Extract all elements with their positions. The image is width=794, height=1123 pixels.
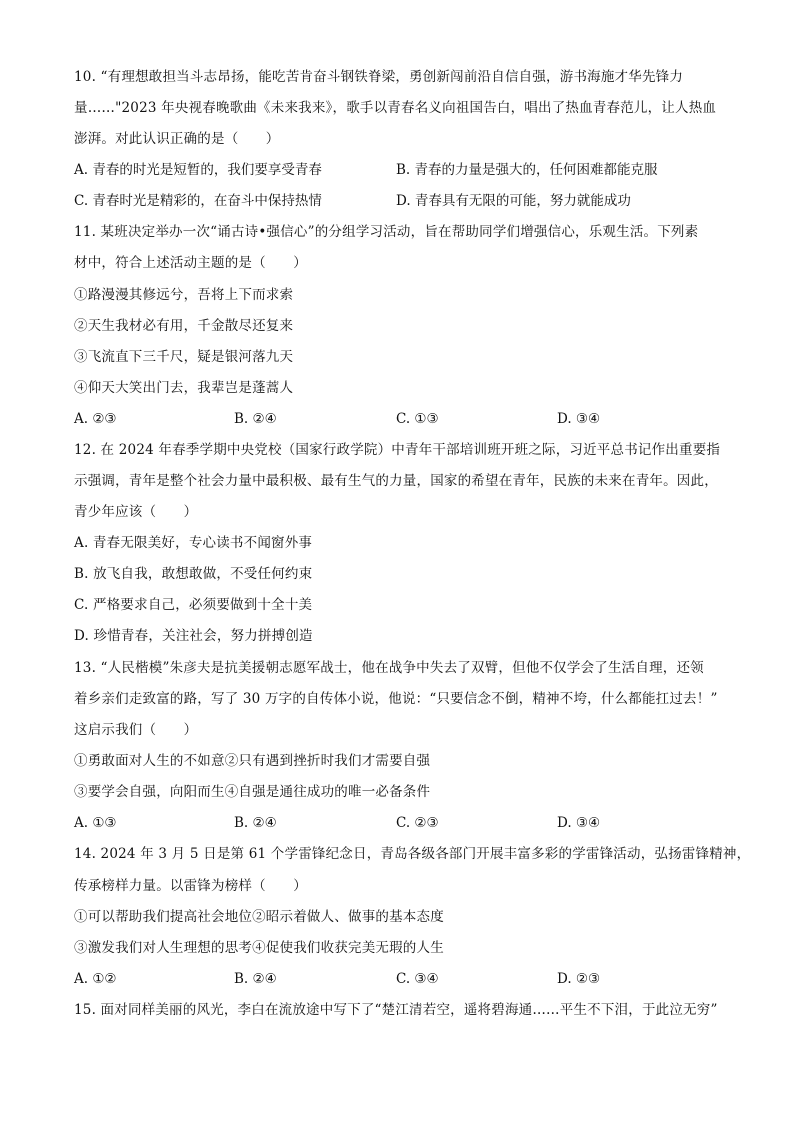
q15-line-1: 15. 面对同样美丽的风光，李白在流放途中写下了“楚江清若空，遥将碧海通……平生不下泪，于此泣无穷” (74, 1002, 718, 1018)
q14-option-c: C. ③④ (396, 971, 439, 987)
q14-items-2: ③激发我们对人生理想的思考④促使我们收获完美无瑕的人生 (74, 940, 444, 956)
q14-option-d: D. ②③ (557, 971, 601, 987)
q14-line-2: 传承榜样力量。以雷锋为榜样（ ） (74, 878, 307, 894)
q13-option-d: D. ③④ (557, 815, 601, 831)
q12-line-1: 12. 在 2024 年春季学期中央党校（国家行政学院）中青年干部培训班开班之际，习近平总书记作出重要指 (74, 442, 721, 458)
q13-line-1: 13. “人民楷模”朱彦夫是抗美援朝志愿军战士，他在战争中失去了双臂，但他不仅学会了生活自理，还领 (74, 660, 704, 676)
q11-item-1: ①路漫漫其修远兮，吾将上下而求索 (74, 287, 294, 303)
q13-option-a: A. ①③ (74, 815, 117, 831)
q10-line-2: 量……"2023 年央视春晚歌曲《未来我来》，歌手以青春名义向祖国告白，唱出了热血青春范儿，让人热血 (74, 100, 717, 116)
q10-option-c: C. 青春时光是精彩的，在奋斗中保持热情 (74, 193, 322, 209)
q11-line-1: 11. 某班决定举办一次“诵古诗•强信心”的分组学习活动，旨在帮助同学们增强信心，乐观生活。下列素 (74, 224, 699, 240)
q10-line-3: 澎湃。对此认识正确的是（ ） (74, 131, 280, 147)
q11-item-4: ④仰天大笑出门去，我辈岂是蓬蒿人 (74, 380, 294, 396)
q10-option-d: D. 青春具有无限的可能，努力就能成功 (396, 193, 631, 209)
q10-option-a: A. 青春的时光是短暂的，我们要享受青春 (74, 162, 322, 178)
q13-line-3: 这启示我们（ ） (74, 722, 198, 738)
q13-line-2: 着乡亲们走致富的路，写了 30 万字的自传体小说，他说：“只要信念不倒，精神不垮，什么都能扛过去！” (74, 691, 718, 707)
q12-option-d: D. 珍惜青春，关注社会，努力拼搏创造 (74, 628, 313, 644)
q10-option-b: B. 青春的力量是强大的，任何困难都能克服 (396, 162, 658, 178)
q12-option-a: A. 青春无限美好，专心读书不闻窗外事 (74, 535, 313, 551)
q11-item-3: ③飞流直下三千尺，疑是银河落九天 (74, 349, 294, 365)
q14-option-a: A. ①② (74, 971, 117, 987)
q12-line-2: 示强调，青年是整个社会力量中最积极、最有生气的力量，国家的希望在青年，民族的未来在青年。因此， (74, 473, 718, 489)
q13-items-2: ③要学会自强，向阳而生④自强是通往成功的唯一必备条件 (74, 784, 431, 800)
q12-line-3: 青少年应该（ ） (74, 504, 198, 520)
q14-option-b: B. ②④ (234, 971, 277, 987)
q11-item-2: ②天生我材必有用，千金散尽还复来 (74, 318, 294, 334)
q11-option-d: D. ③④ (557, 411, 601, 427)
q14-line-1: 14. 2024 年 3 月 5 日是第 61 个学雷锋纪念日，青岛各级各部门开展丰富多彩的学雷锋活动，弘扬雷锋精神， (74, 846, 751, 862)
q11-option-a: A. ②③ (74, 411, 117, 427)
q13-option-c: C. ②③ (396, 815, 439, 831)
q11-line-2: 材中，符合上述活动主题的是（ ） (74, 255, 307, 271)
q14-items-1: ①可以帮助我们提高社会地位②昭示着做人、做事的基本态度 (74, 909, 444, 925)
q11-option-c: C. ①③ (396, 411, 439, 427)
q13-option-b: B. ②④ (234, 815, 277, 831)
q10-line-1: 10. “有理想敢担当斗志昂扬，能吃苦肯奋斗钢铁脊梁，勇创新闯前沿自信自强，游书海施才华先锋力 (74, 69, 684, 85)
q12-option-b: B. 放飞自我，敢想敢做，不受任何约束 (74, 566, 313, 582)
q13-items-1: ①勇敢面对人生的不如意②只有遇到挫折时我们才需要自强 (74, 753, 431, 769)
q12-option-c: C. 严格要求自己，必须要做到十全十美 (74, 597, 313, 613)
q11-option-b: B. ②④ (234, 411, 277, 427)
